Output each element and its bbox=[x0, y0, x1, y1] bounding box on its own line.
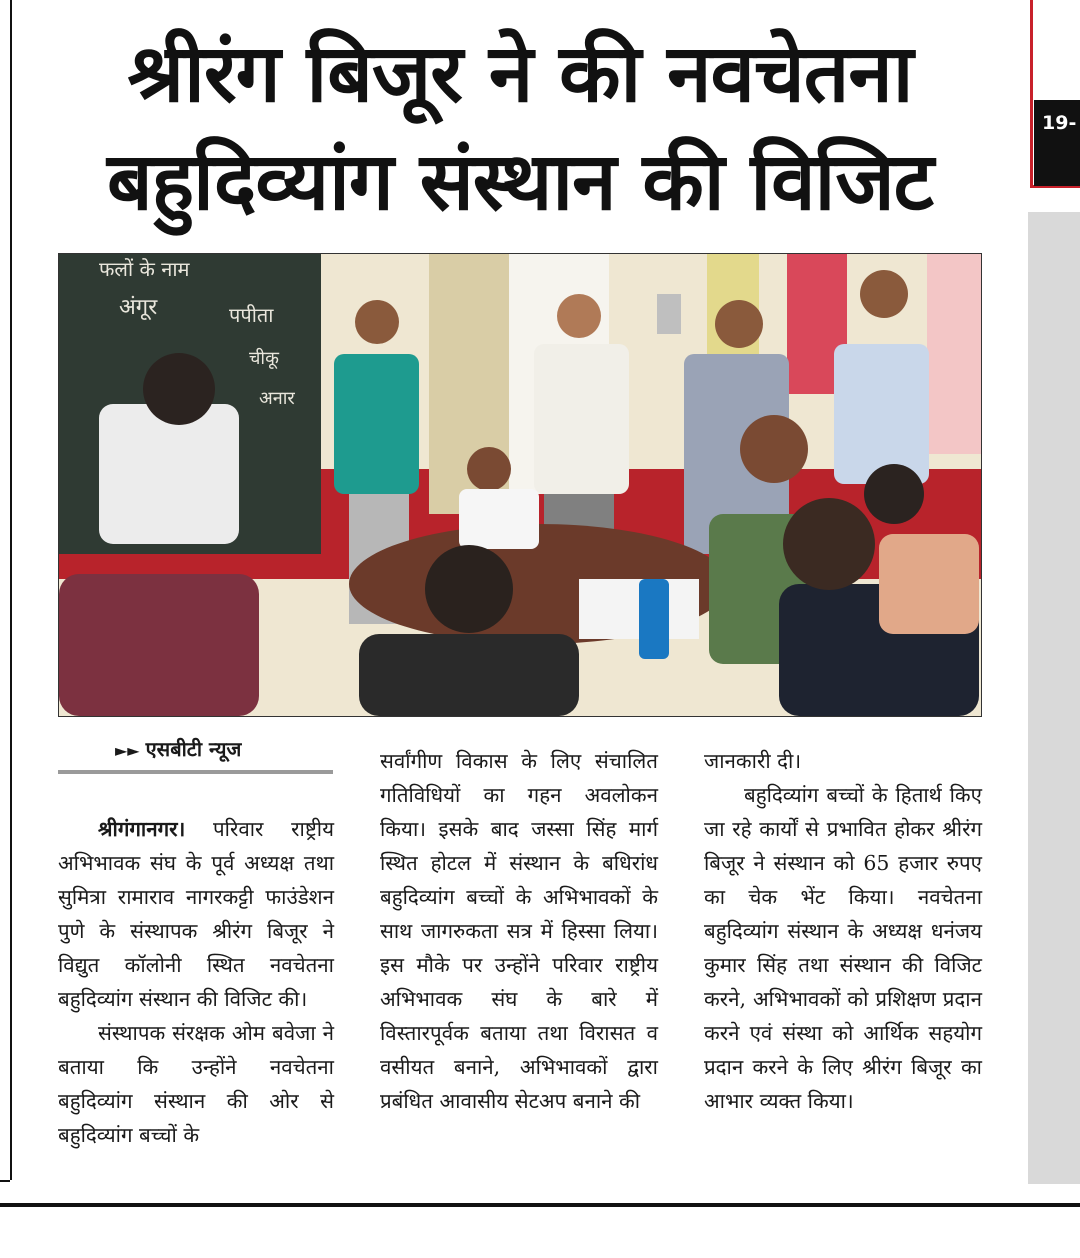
article-paragraph: संस्थापक संरक्षक ओम बवेजा ने बताया कि उन्होंने नवचेतना बहुदिव्यांग संस्थान की ओर से बहुदिव्यांग बच्चों के bbox=[58, 1021, 334, 1147]
dateline: श्रीगंगानगर। bbox=[98, 817, 186, 841]
article-column-3 bbox=[704, 744, 982, 1118]
byline-text: एसबीटी न्यूज bbox=[145, 737, 242, 761]
headline-line-2: बहुदिव्यांग संस्थान की विजिट bbox=[106, 135, 934, 228]
article-column-1 bbox=[58, 812, 334, 1152]
chalkboard-text-2: अंगूर bbox=[119, 295, 158, 320]
column-bottom-rule bbox=[0, 1180, 10, 1182]
byline-rule bbox=[58, 770, 333, 774]
adjacent-date-label: 19- bbox=[1034, 100, 1080, 186]
news-photo bbox=[58, 253, 982, 717]
chalkboard-text-5: अनार bbox=[259, 388, 295, 409]
headline bbox=[40, 20, 1000, 236]
article-paragraph: जानकारी दी। bbox=[704, 749, 802, 773]
headline-line-1: श्रीरंग बिजूर ने की नवचेतना bbox=[127, 27, 913, 120]
page-left-rule bbox=[0, 0, 12, 1180]
chalkboard-text-4: चीकू bbox=[249, 348, 279, 369]
double-arrow-icon: ►► bbox=[115, 741, 140, 760]
byline bbox=[115, 732, 335, 766]
page-bottom-rule bbox=[0, 1203, 1080, 1207]
adjacent-gray-panel bbox=[1028, 212, 1080, 1184]
article-paragraph: बहुदिव्यांग बच्चों के हितार्थ किए जा रहे कार्यों से प्रभावित होकर श्रीरंग बिजूर ने संस्थान को 65 हजार रुपए का चेक भेंट किया। नवचेतना बहुदिव्यांग संस्थान के अध्यक्ष धनंजय कुमार सिंह तथा संस्थान की विजिट करने, अभिभावकों को प्रशिक्षण प्रदान करने एवं संस्था को आर्थिक सहयोग प्रदान करने के लिए श्रीरंग बिजूर का आभार व्यक्त किया। bbox=[704, 783, 982, 1113]
article-paragraph: सर्वांगीण विकास के लिए संचालित गतिविधियों का गहन अवलोकन किया। इसके बाद जस्सा सिंह मार्ग स्थित होटल में संस्थान के बधिरांध बहुदिव्यांग बच्चों के अभिभावकों के साथ जागरुकता सत्र में हिस्सा लिया। इस मौके पर उन्होंने परिवार राष्ट्रीय अभिभावक संघ के बारे में विस्तारपूर्वक बताया तथा विरासत व वसीयत बनाने, अभिभावकों द्वारा प्रबंधित आवासीय सेटअप बनाने की bbox=[380, 749, 658, 1113]
chalkboard-text-3: पपीता bbox=[229, 303, 274, 327]
chalkboard-text-1: फलों के नाम bbox=[99, 257, 190, 281]
paragraph-text: परिवार राष्ट्रीय अभिभावक संघ के पूर्व अध्यक्ष तथा सुमित्रा रामाराव नागरकट्टी फाउंडेशन पुणे के संस्थापक श्रीरंग बिजूर ने विद्युत कॉलोनी स्थित नवचेतना बहुदिव्यांग संस्थान की विजिट की। bbox=[58, 817, 334, 1011]
article-paragraph bbox=[58, 812, 334, 1016]
article-column-2 bbox=[380, 744, 658, 1118]
